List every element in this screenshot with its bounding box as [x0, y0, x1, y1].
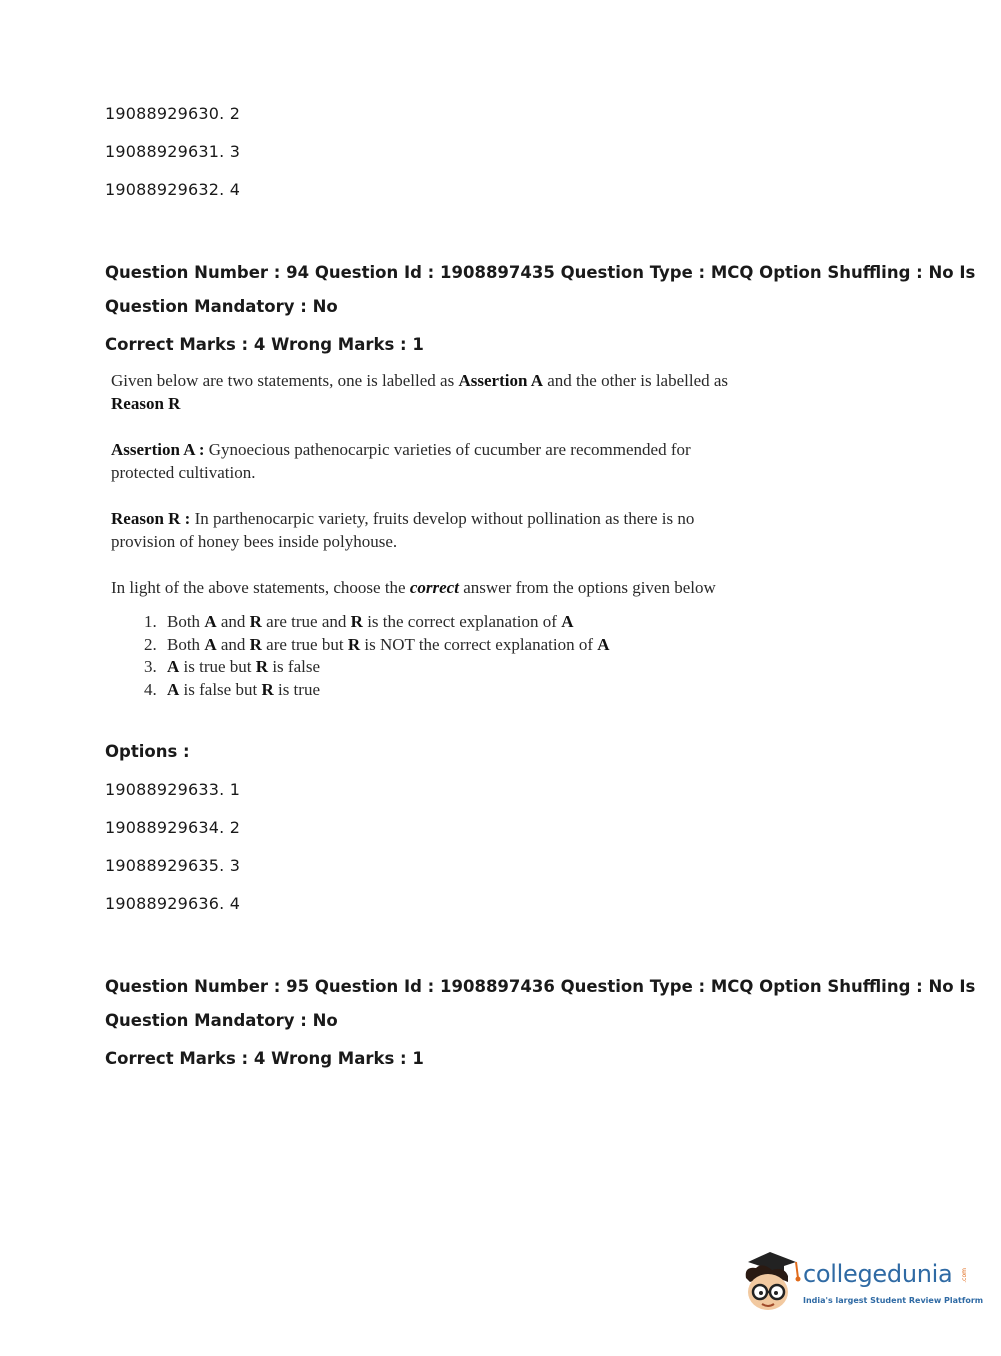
- question-instruction: [111, 576, 751, 599]
- assertion-term: Assertion A: [458, 371, 543, 390]
- intro-text: and the other is labelled as: [543, 371, 729, 390]
- option-item: 19088929635. 3: [105, 856, 241, 875]
- question-header: Question Number : 94 Question Id : 1908897435 Question Type : MCQ Option Shuffling : No Is: [105, 263, 976, 282]
- brand-suffix: .com: [961, 1268, 968, 1283]
- reason-term: Reason R: [111, 394, 181, 413]
- choice-item: 2. Both A and R are true but R is NOT the correct explanation of A: [161, 634, 751, 657]
- option-item: 19088929636. 4: [105, 894, 241, 913]
- reason-text: In parthenocarpic variety, fruits develop without pollination as there is no provision of honey bees inside polyhouse.: [111, 509, 695, 551]
- question-body: [111, 369, 751, 701]
- assertion-label: Assertion A :: [111, 440, 205, 459]
- options-label: Options :: [105, 742, 190, 761]
- assertion-text: Gynoecious pathenocarpic varieties of cucumber are recommended for protected cultivation.: [111, 440, 691, 482]
- choice-item: 1. Both A and R are true and R is the correct explanation of A: [161, 611, 751, 634]
- question-mandatory: Question Mandatory : No: [105, 297, 338, 316]
- choice-item: 4. A is false but R is true: [161, 679, 751, 702]
- intro-text: Given below are two statements, one is labelled as: [111, 371, 459, 390]
- brand-tagline: India's largest Student Review Platform: [803, 1296, 984, 1305]
- question-intro: [111, 369, 751, 415]
- reason-statement: [111, 507, 701, 553]
- choice-item: 3. A is true but R is false: [161, 656, 751, 679]
- question-marks: Correct Marks : 4 Wrong Marks : 1: [105, 1049, 424, 1068]
- option-item: 19088929631. 3: [105, 142, 241, 161]
- option-item: 19088929633. 1: [105, 780, 241, 799]
- option-item: 19088929632. 4: [105, 180, 241, 199]
- reason-label: Reason R :: [111, 509, 191, 528]
- instruction-text: In light of the above statements, choose the: [111, 578, 410, 597]
- instruction-text: answer from the options given below: [458, 578, 716, 597]
- mascot-icon: [740, 1248, 802, 1318]
- question-mandatory: Question Mandatory : No: [105, 1011, 338, 1030]
- brand-name: collegedunia: [803, 1260, 953, 1288]
- collegedunia-logo: [740, 1248, 984, 1318]
- option-item: 19088929634. 2: [105, 818, 241, 837]
- assertion-statement: [111, 438, 701, 484]
- question-marks: Correct Marks : 4 Wrong Marks : 1: [105, 335, 424, 354]
- question-header: Question Number : 95 Question Id : 1908897436 Question Type : MCQ Option Shuffling : No Is: [105, 977, 976, 996]
- option-item: 19088929630. 2: [105, 104, 241, 123]
- choice-list: [111, 611, 751, 701]
- instruction-emphasis: correct: [409, 578, 459, 597]
